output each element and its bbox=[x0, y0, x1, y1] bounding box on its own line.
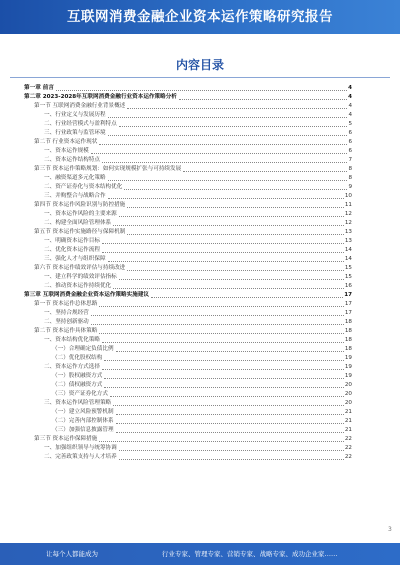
toc-leader-dots bbox=[108, 197, 344, 199]
toc-entry-page: 10 bbox=[344, 193, 352, 199]
toc-entry[interactable] bbox=[24, 300, 352, 309]
toc-entry-label: 一、行业定义与发展历程 bbox=[44, 112, 106, 118]
footer-slogan: 让每个人都能成为 bbox=[46, 550, 98, 558]
toc-entry-page: 8 bbox=[348, 166, 352, 172]
table-of-contents bbox=[24, 84, 352, 462]
toc-entry[interactable] bbox=[24, 165, 352, 174]
toc-entry-page: 17 bbox=[344, 310, 352, 316]
toc-entry[interactable] bbox=[24, 444, 352, 453]
toc-entry-page: 4 bbox=[348, 112, 352, 118]
toc-entry-label: 第五节 资本运作实施路径与保障机制 bbox=[34, 229, 126, 235]
toc-entry-page: 18 bbox=[344, 337, 352, 343]
toc-entry[interactable] bbox=[24, 255, 352, 264]
toc-leader-dots bbox=[102, 341, 344, 343]
toc-entry-page: 15 bbox=[344, 274, 352, 280]
toc-entry-label: 一、加强组织领导与统筹协调 bbox=[44, 445, 117, 451]
toc-entry[interactable] bbox=[24, 327, 352, 336]
toc-entry-page: 19 bbox=[344, 364, 352, 370]
toc-entry[interactable] bbox=[24, 246, 352, 255]
toc-entry-page: 20 bbox=[344, 391, 352, 397]
toc-entry[interactable] bbox=[24, 372, 352, 381]
toc-entry-page: 18 bbox=[344, 328, 352, 334]
toc-entry[interactable] bbox=[24, 219, 352, 228]
toc-entry[interactable] bbox=[24, 129, 352, 138]
toc-entry[interactable] bbox=[24, 381, 352, 390]
toc-leader-dots bbox=[119, 125, 348, 127]
toc-entry-page: 5 bbox=[348, 121, 352, 127]
toc-leader-dots bbox=[113, 404, 344, 406]
toc-leader-dots bbox=[110, 395, 344, 397]
toc-leader-dots bbox=[99, 143, 347, 145]
toc-entry-page: 9 bbox=[348, 184, 352, 190]
toc-entry-page: 22 bbox=[344, 436, 352, 442]
toc-entry-label: 二、坚持创新驱动 bbox=[44, 319, 89, 325]
toc-entry-label: 第三节 资本运作保障措施 bbox=[34, 436, 98, 442]
toc-entry-label: 第二章 2023-2028年互联网消费金融行业资本运作策略分析 bbox=[24, 94, 177, 100]
toc-entry[interactable] bbox=[24, 102, 352, 111]
toc-entry-page: 15 bbox=[344, 265, 352, 271]
toc-entry[interactable] bbox=[24, 183, 352, 192]
report-title: 互联网消费金融企业资本运作策略研究报告 bbox=[67, 9, 333, 25]
toc-entry[interactable] bbox=[24, 408, 352, 417]
footer-banner bbox=[0, 543, 400, 565]
toc-leader-dots bbox=[108, 116, 348, 118]
toc-entry-label: 二、推动资本运作持续优化 bbox=[44, 283, 112, 289]
toc-entry[interactable] bbox=[24, 84, 352, 93]
toc-entry-label: 二、优化资本运作流程 bbox=[44, 247, 100, 253]
toc-entry[interactable] bbox=[24, 309, 352, 318]
toc-entry-page: 4 bbox=[348, 94, 352, 100]
toc-entry-page: 13 bbox=[344, 229, 352, 235]
toc-entry-page: 18 bbox=[344, 319, 352, 325]
toc-entry[interactable] bbox=[24, 291, 352, 300]
toc-leader-dots bbox=[116, 350, 344, 352]
toc-entry-label: 二、资产证券化与资本结构优化 bbox=[44, 184, 123, 190]
toc-entry-label: 第四节 资本运作风险识别与防控措施 bbox=[34, 202, 126, 208]
toc-entry-page: 12 bbox=[344, 220, 352, 226]
toc-leader-dots bbox=[102, 251, 344, 253]
toc-entry[interactable] bbox=[24, 282, 352, 291]
toc-entry[interactable] bbox=[24, 111, 352, 120]
toc-heading: 内容目录 bbox=[175, 58, 224, 72]
toc-leader-dots bbox=[119, 458, 344, 460]
toc-entry[interactable] bbox=[24, 210, 352, 219]
toc-entry-label: 二、资本运作方式选择 bbox=[44, 364, 100, 370]
toc-leader-dots bbox=[102, 368, 344, 370]
toc-entry-page: 7 bbox=[348, 157, 352, 163]
toc-leader-dots bbox=[99, 332, 344, 334]
toc-entry-label: 第二节 资本运作具体策略 bbox=[34, 328, 98, 334]
toc-entry-label: 二、构建全面风险管理体系 bbox=[44, 220, 112, 226]
toc-entry[interactable] bbox=[24, 264, 352, 273]
toc-entry[interactable] bbox=[24, 237, 352, 246]
toc-entry-label: 第六节 资本运作绩效评估与持续改进 bbox=[34, 265, 126, 271]
toc-entry-label: 三、强化人才与组织保障 bbox=[44, 256, 106, 262]
toc-entry-page: 21 bbox=[344, 409, 352, 415]
toc-entry-label: 三、并购整合与战略合作 bbox=[44, 193, 106, 199]
toc-entry-page: 11 bbox=[344, 202, 352, 208]
toc-entry-label: 一、融资渠道多元化策略 bbox=[44, 175, 106, 181]
toc-entry-label: 第三章 互联网消费金融企业资本运作策略实施建议 bbox=[24, 292, 150, 298]
toc-leader-dots bbox=[116, 422, 344, 424]
toc-entry-label: 三、行业政策与监管环境 bbox=[44, 130, 106, 136]
toc-entry-label: 第三节 资本运作策略规划：如何实现规模扩张与可持续发展 bbox=[34, 166, 182, 172]
toc-leader-dots bbox=[108, 179, 348, 181]
toc-entry-page: 17 bbox=[344, 301, 352, 307]
toc-entry-label: 一、坚持合规经营 bbox=[44, 310, 89, 316]
toc-leader-dots bbox=[119, 449, 344, 451]
toc-leader-dots bbox=[179, 98, 347, 100]
toc-leader-dots bbox=[91, 323, 344, 325]
toc-leader-dots bbox=[127, 206, 344, 208]
toc-entry-label: 第一章 前言 bbox=[24, 85, 54, 91]
toc-entry-label: （一）建立风险预警机制 bbox=[52, 409, 114, 415]
toc-entry-page: 22 bbox=[344, 445, 352, 451]
toc-leader-dots bbox=[104, 377, 344, 379]
toc-leader-dots bbox=[108, 260, 344, 262]
toc-leader-dots bbox=[113, 224, 344, 226]
toc-leader-dots bbox=[124, 188, 347, 190]
toc-entry[interactable] bbox=[24, 228, 352, 237]
toc-entry[interactable] bbox=[24, 156, 352, 165]
toc-entry[interactable] bbox=[24, 93, 352, 102]
toc-leader-dots bbox=[113, 287, 344, 289]
toc-entry-label: （二）优化股权结构 bbox=[52, 355, 103, 361]
toc-entry[interactable] bbox=[24, 147, 352, 156]
heading-divider bbox=[10, 77, 390, 78]
toc-entry-page: 21 bbox=[344, 427, 352, 433]
toc-entry-label: 一、资本运作风险的主要来源 bbox=[44, 211, 117, 217]
toc-leader-dots bbox=[119, 278, 344, 280]
toc-leader-dots bbox=[56, 89, 347, 91]
toc-entry[interactable] bbox=[24, 390, 352, 399]
toc-entry[interactable] bbox=[24, 174, 352, 183]
toc-entry-page: 14 bbox=[344, 247, 352, 253]
toc-entry-page: 4 bbox=[348, 103, 352, 109]
toc-entry-page: 17 bbox=[344, 292, 352, 298]
toc-entry-label: 第一节 资本运作总体思路 bbox=[34, 301, 98, 307]
toc-leader-dots bbox=[183, 170, 347, 172]
toc-entry[interactable] bbox=[24, 138, 352, 147]
toc-entry-label: 一、明确资本运作目标 bbox=[44, 238, 100, 244]
toc-entry-label: 三、资本运作风险管理策略 bbox=[44, 400, 112, 406]
toc-entry-page: 8 bbox=[348, 175, 352, 181]
toc-leader-dots bbox=[119, 215, 344, 217]
toc-entry-page: 12 bbox=[344, 211, 352, 217]
toc-entry-label: （一）股权融资方式 bbox=[52, 373, 103, 379]
toc-leader-dots bbox=[102, 161, 347, 163]
toc-leader-dots bbox=[151, 296, 343, 298]
toc-entry-label: （三）加强信息披露管理 bbox=[52, 427, 114, 433]
toc-entry-page: 4 bbox=[348, 85, 352, 91]
toc-entry-page: 20 bbox=[344, 400, 352, 406]
toc-entry-label: （二）债权融资方式 bbox=[52, 382, 103, 388]
toc-leader-dots bbox=[104, 386, 344, 388]
toc-leader-dots bbox=[116, 431, 344, 433]
footer-roles: 行业专家、管理专家、营销专家、战略专家、成功企业家…… bbox=[162, 550, 338, 558]
toc-entry-label: 二、资本运作结构特点 bbox=[44, 157, 100, 163]
toc-entry[interactable] bbox=[24, 318, 352, 327]
toc-entry[interactable] bbox=[24, 201, 352, 210]
toc-entry[interactable] bbox=[24, 417, 352, 426]
toc-entry-page: 14 bbox=[344, 256, 352, 262]
toc-entry-label: 一、资本运作规模 bbox=[44, 148, 89, 154]
toc-entry-page: 6 bbox=[348, 139, 352, 145]
toc-entry-label: （三）资产证券化方式 bbox=[52, 391, 108, 397]
toc-entry-label: 第一节 互联网消费金融行业背景概述 bbox=[34, 103, 126, 109]
toc-leader-dots bbox=[99, 440, 344, 442]
toc-entry-page: 22 bbox=[344, 454, 352, 460]
toc-entry-label: 一、建立科学的绩效评估指标 bbox=[44, 274, 117, 280]
toc-entry[interactable] bbox=[24, 273, 352, 282]
toc-entry-page: 13 bbox=[344, 238, 352, 244]
toc-entry-label: 一、资本结构优化策略 bbox=[44, 337, 100, 343]
toc-entry[interactable] bbox=[24, 363, 352, 372]
toc-entry-page: 16 bbox=[344, 283, 352, 289]
toc-entry[interactable] bbox=[24, 120, 352, 129]
toc-entry-page: 18 bbox=[344, 346, 352, 352]
toc-entry-label: 二、行业经营模式与盈利特点 bbox=[44, 121, 117, 127]
toc-entry-page: 21 bbox=[344, 418, 352, 424]
page-number: 3 bbox=[388, 526, 392, 533]
toc-leader-dots bbox=[116, 413, 344, 415]
toc-leader-dots bbox=[127, 107, 347, 109]
toc-entry-page: 20 bbox=[344, 382, 352, 388]
toc-entry[interactable] bbox=[24, 192, 352, 201]
toc-entry-label: （一）合理确定负债比例 bbox=[52, 346, 114, 352]
toc-leader-dots bbox=[91, 314, 344, 316]
toc-entry[interactable] bbox=[24, 453, 352, 462]
toc-leader-dots bbox=[127, 269, 344, 271]
toc-entry-label: 二、完善政策支持与人才培养 bbox=[44, 454, 117, 460]
toc-entry-page: 19 bbox=[344, 355, 352, 361]
report-header-bar bbox=[0, 0, 400, 34]
toc-leader-dots bbox=[91, 152, 348, 154]
toc-entry-label: （二）完善内部控制体系 bbox=[52, 418, 114, 424]
toc-leader-dots bbox=[108, 134, 348, 136]
toc-entry-label: 第二节 行业资本运作现状 bbox=[34, 139, 98, 145]
toc-entry-page: 6 bbox=[348, 148, 352, 154]
toc-leader-dots bbox=[104, 359, 344, 361]
toc-entry[interactable] bbox=[24, 399, 352, 408]
toc-entry[interactable] bbox=[24, 426, 352, 435]
toc-entry-page: 19 bbox=[344, 373, 352, 379]
toc-leader-dots bbox=[127, 233, 344, 235]
toc-entry[interactable] bbox=[24, 336, 352, 345]
toc-leader-dots bbox=[102, 242, 344, 244]
toc-entry[interactable] bbox=[24, 435, 352, 444]
toc-entry[interactable] bbox=[24, 345, 352, 354]
toc-entry-page: 6 bbox=[348, 130, 352, 136]
toc-entry[interactable] bbox=[24, 354, 352, 363]
toc-leader-dots bbox=[99, 305, 344, 307]
